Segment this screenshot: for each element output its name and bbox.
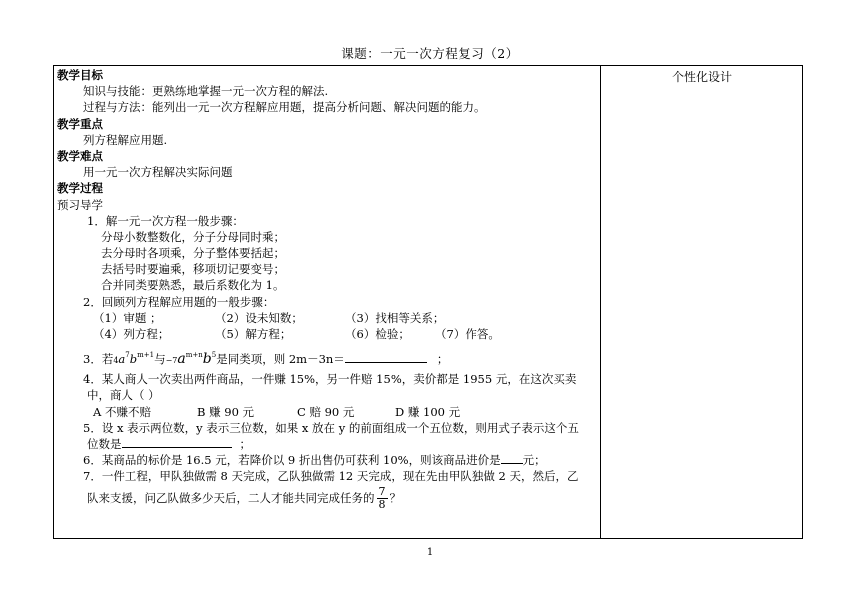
- q7-end: ？: [389, 490, 401, 505]
- q6-answer-blank: [501, 452, 523, 464]
- q2-heading: 2．回顾列方程解应用题的一般步骤：: [83, 294, 275, 309]
- q3-var-b: b: [202, 351, 212, 368]
- key-text: 列方程解应用题.: [83, 132, 168, 147]
- key-heading: 教学重点: [57, 116, 103, 131]
- q6-line: [57, 452, 597, 468]
- q5-line-1: 5．设 x 表示两位数，y 表示三位数，如果 x 放在 y 的前面组成一个五位数，则用式子表示这个五: [83, 420, 579, 435]
- q5-answer-blank: [122, 436, 232, 448]
- q2-step: （6）检验；: [345, 327, 410, 341]
- q1-step: 去分母时各项乘，分子整体要括起；: [101, 246, 285, 261]
- process-heading: 教学过程: [57, 181, 103, 196]
- side-column-header: 个性化设计: [671, 70, 732, 84]
- q3-var-b: b: [129, 352, 138, 367]
- difficulty-heading: 教学难点: [57, 148, 103, 163]
- q3-coef-2: −7: [165, 356, 178, 366]
- difficulty-text: 用一元一次方程解决实际问题: [83, 165, 233, 180]
- q4-options: [57, 404, 597, 420]
- q7-text: 队来支援，问乙队做多少天后，二人才能共同完成任务的: [87, 490, 375, 505]
- lesson-title: 课题：一元一次方程复习（2）: [341, 46, 519, 61]
- q2-steps-row-1: [57, 310, 597, 326]
- q4-option-b: B 赚 90 元: [197, 404, 255, 419]
- q3-connector: 与: [154, 352, 166, 367]
- q1-step: 分母小数整数化，分子分母同时乘；: [101, 229, 285, 244]
- q3-var-a: a: [118, 352, 126, 367]
- q4-option-d: D 赚 100 元: [395, 404, 461, 419]
- q1-step: 合并同类要熟悉，最后系数化为 1。: [101, 278, 285, 293]
- q4-line-2: 中，商人（ ）: [87, 388, 160, 403]
- q2-step: （1）审题 ；: [93, 310, 162, 325]
- q3-exp: 7: [125, 351, 130, 360]
- q5-suffix: ；: [239, 436, 251, 451]
- q3-prefix: 3．若: [83, 352, 114, 367]
- q3-answer-blank: [345, 351, 427, 363]
- q3-end: ；: [436, 352, 449, 367]
- q7-fraction: [377, 486, 388, 511]
- q6-text: 6．某商品的标价是 16.5 元，若降价以 9 折出售仍可获利 10%，则该商品进价是: [83, 453, 501, 468]
- preview-label: 预习导学: [57, 197, 103, 212]
- q3-var-a: a: [177, 351, 186, 368]
- q3-line: [57, 347, 597, 368]
- q1-step: 去括号时要遍乘，移项切记要变号；: [101, 262, 285, 277]
- q2-step: （7）作答。: [435, 327, 500, 341]
- column-divider: [600, 65, 601, 539]
- q2-step: （5）解方程；: [215, 327, 292, 341]
- goal-process: 过程与方法：能列出一元一次方程解应用题，提高分析问题、解决问题的能力。: [83, 100, 486, 115]
- q3-exp: m+n: [185, 351, 203, 360]
- q2-step: （2）设未知数；: [215, 310, 303, 325]
- q7-line-2: [57, 485, 597, 511]
- q2-steps-row-2: [57, 326, 597, 342]
- q4-option-c: C 赔 90 元: [297, 404, 355, 419]
- q1-heading: 1．解一元一次方程一般步骤：: [87, 213, 244, 228]
- q7-line-1: 7．一件工程，甲队独做需 8 天完成，乙队独做需 12 天完成，现在先由甲队独做 2 天，然后，乙: [83, 469, 579, 484]
- q4-line-1: 4．某人商人一次卖出两件商品，一件赚 15%，另一件赔 15%，卖价都是 1955 元，在这次买卖: [83, 372, 577, 387]
- main-column: [57, 67, 597, 511]
- q3-suffix: 是同类项，则 2m－3n＝: [216, 352, 345, 367]
- q7-fraction-numerator: 7: [378, 485, 386, 498]
- q7-fraction-denominator: 8: [378, 498, 386, 511]
- q3-exp: m+1: [137, 351, 155, 360]
- q2-step: （4）列方程；: [93, 327, 170, 341]
- q5-prefix: 位数是: [87, 436, 122, 451]
- q4-option-a: A 不赚不赔: [93, 404, 151, 419]
- q2-step: （3）找相等关系；: [345, 310, 445, 325]
- q3-exp: 5: [211, 351, 217, 360]
- goal-heading: 教学目标: [57, 68, 103, 82]
- q3-coef-1: 4: [113, 356, 119, 366]
- q6-suffix: 元；: [522, 453, 546, 468]
- page-number: 1: [426, 547, 434, 558]
- q5-line-2: [57, 436, 597, 452]
- goal-knowledge: 知识与技能：更熟练地掌握一元一次方程的解法.: [83, 84, 329, 99]
